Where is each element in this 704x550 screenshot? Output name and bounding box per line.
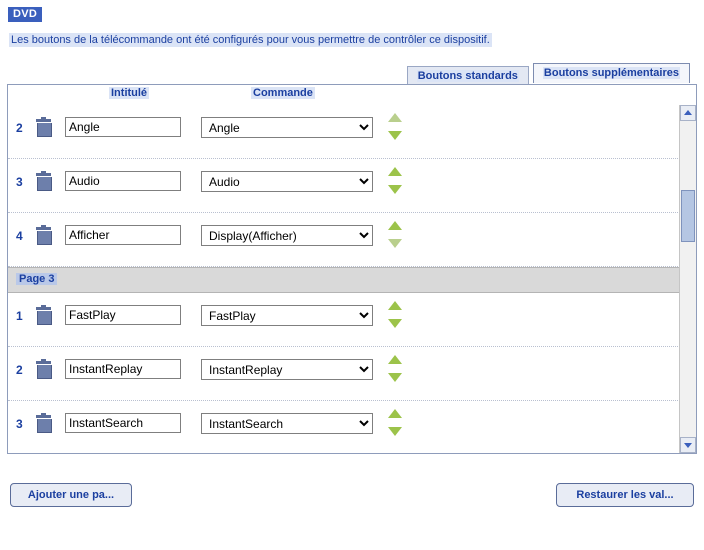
reorder-arrows [388, 355, 402, 393]
delete-icon[interactable] [36, 361, 51, 378]
scroll-up-button[interactable] [680, 105, 696, 121]
row-index: 2 [16, 121, 23, 135]
label-input[interactable] [65, 117, 181, 137]
page-separator-label: Page 3 [16, 273, 57, 285]
table-row [8, 105, 696, 159]
label-input[interactable] [65, 171, 181, 191]
move-down-icon[interactable] [388, 319, 402, 328]
command-select[interactable] [201, 359, 373, 380]
tab-additional-buttons-label: Boutons supplémentaires [543, 67, 679, 79]
device-title: DVD [8, 7, 42, 22]
delete-icon[interactable] [36, 415, 51, 432]
move-up-icon[interactable] [388, 113, 402, 122]
command-select[interactable] [201, 305, 373, 326]
delete-icon[interactable] [36, 307, 51, 324]
label-input[interactable] [65, 413, 181, 433]
table-row [8, 159, 696, 213]
table-row [8, 293, 696, 347]
command-select[interactable] [201, 171, 373, 192]
scrollbar-thumb[interactable] [681, 190, 695, 242]
reorder-arrows [388, 221, 402, 259]
column-header-command: Commande [253, 87, 313, 99]
delete-icon[interactable] [36, 119, 51, 136]
table-row [8, 347, 696, 401]
label-input[interactable] [65, 305, 181, 325]
reorder-arrows [388, 113, 402, 151]
reorder-arrows [388, 167, 402, 205]
row-index: 1 [16, 309, 23, 323]
row-index: 4 [16, 229, 23, 243]
move-up-icon[interactable] [388, 301, 402, 310]
row-index: 2 [16, 363, 23, 377]
move-down-icon[interactable] [388, 239, 402, 248]
vertical-scrollbar[interactable] [679, 105, 696, 453]
table-row [8, 213, 696, 267]
reorder-arrows [388, 409, 402, 447]
label-input[interactable] [65, 225, 181, 245]
chevron-up-icon [684, 110, 692, 115]
page-title [8, 6, 42, 22]
rows-container [8, 105, 696, 453]
move-down-icon[interactable] [388, 185, 402, 194]
delete-icon[interactable] [36, 227, 51, 244]
label-input[interactable] [65, 359, 181, 379]
chevron-down-icon [684, 443, 692, 448]
delete-icon[interactable] [36, 173, 51, 190]
add-page-button[interactable]: Ajouter une pa... [10, 483, 132, 507]
move-down-icon[interactable] [388, 131, 402, 140]
move-up-icon[interactable] [388, 167, 402, 176]
command-select[interactable] [201, 117, 373, 138]
column-header-label: Intitulé [111, 87, 148, 99]
table-row [8, 401, 696, 453]
scroll-down-button[interactable] [680, 437, 696, 453]
row-index: 3 [16, 175, 23, 189]
tab-standard-buttons-label: Boutons standards [417, 70, 518, 82]
command-select[interactable] [201, 225, 373, 246]
tab-additional-buttons[interactable] [533, 63, 690, 83]
page-separator [8, 267, 696, 293]
tab-standard-buttons[interactable] [407, 66, 529, 85]
buttons-panel [7, 84, 697, 454]
move-down-icon[interactable] [388, 427, 402, 436]
intro-description: Les boutons de la télécommande ont été configurés pour vous permettre de contrôler ce dispositif. [11, 34, 490, 46]
command-select[interactable] [201, 413, 373, 434]
row-index: 3 [16, 417, 23, 431]
restore-defaults-button[interactable]: Restaurer les val... [556, 483, 694, 507]
move-up-icon[interactable] [388, 221, 402, 230]
column-headers [8, 85, 696, 103]
tab-bar [403, 62, 690, 82]
move-up-icon[interactable] [388, 409, 402, 418]
move-down-icon[interactable] [388, 373, 402, 382]
reorder-arrows [388, 301, 402, 339]
move-up-icon[interactable] [388, 355, 402, 364]
